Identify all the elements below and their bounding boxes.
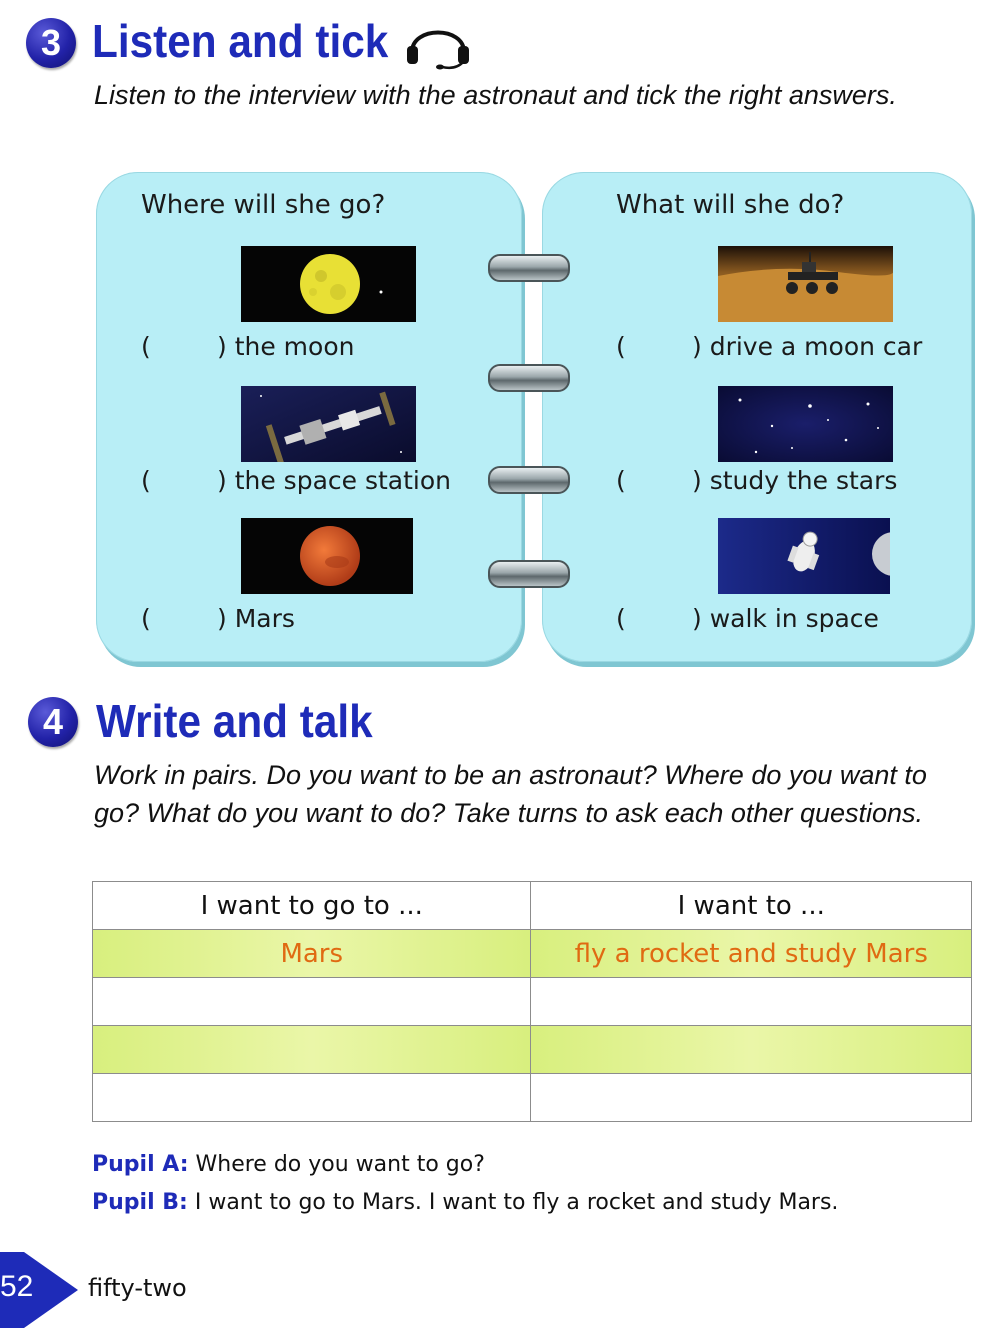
table-header-row (93, 882, 972, 930)
moon-picture (241, 246, 416, 322)
table-cell[interactable]: fly a rocket and study Mars (531, 930, 972, 978)
section-4-number: 4 (28, 697, 78, 747)
option-label: ) study the stars (692, 466, 898, 495)
table-cell[interactable] (531, 1074, 972, 1122)
table-cell[interactable] (531, 978, 972, 1026)
tick-box-open-paren: ( (141, 332, 151, 361)
tick-box-open-paren: ( (616, 466, 626, 495)
table-row (93, 978, 972, 1026)
table-row (93, 930, 972, 978)
table-row (93, 1026, 972, 1074)
binder-ring (488, 364, 570, 392)
page-number: 52 (0, 1270, 34, 1303)
answer-table (92, 881, 972, 1122)
option-label: ) walk in space (692, 604, 879, 633)
table-row (93, 1074, 972, 1122)
section-4-title: Write and talk (96, 695, 373, 747)
option-label: ) Mars (217, 604, 295, 633)
tick-box-open-paren: ( (616, 332, 626, 361)
dialog-text: I want to go to Mars. I want to fly a rocket and study Mars. (194, 1190, 839, 1215)
section-3-instruction: Listen to the interview with the astronaut and tick the right answers. (94, 80, 897, 110)
table-cell[interactable] (93, 1026, 531, 1074)
table-cell[interactable] (93, 978, 531, 1026)
binder-ring (488, 466, 570, 494)
moon-car-picture (718, 246, 893, 322)
table-header-want-to: I want to ... (531, 882, 972, 930)
option-label: ) the space station (217, 466, 451, 495)
space-station-picture (241, 386, 416, 462)
option-label: ) the moon (217, 332, 355, 361)
tick-box-open-paren: ( (616, 604, 626, 633)
right-panel-question: What will she do? (616, 190, 845, 220)
left-panel-question: Where will she go? (141, 190, 386, 220)
spacewalk-picture (718, 518, 890, 594)
stars-picture (718, 386, 893, 462)
section-3-title: Listen and tick (92, 15, 389, 67)
section-3-number: 3 (26, 18, 76, 68)
table-cell[interactable]: Mars (93, 930, 531, 978)
dialog-line-b (92, 1190, 838, 1215)
table-cell[interactable] (531, 1026, 972, 1074)
tick-box-open-paren: ( (141, 466, 151, 495)
section-4-instruction: Work in pairs. Do you want to be an astronaut? Where do you want to go? What do you want to do? Take turns to ask each other questions. (94, 760, 927, 828)
dialog-text: Where do you want to go? (195, 1152, 485, 1177)
table-header-go-to: I want to go to ... (93, 882, 531, 930)
mars-picture (241, 518, 413, 594)
page-number-word: fifty-two (88, 1274, 187, 1302)
table-cell[interactable] (93, 1074, 531, 1122)
tick-box-open-paren: ( (141, 604, 151, 633)
dialog-line-a (92, 1152, 485, 1177)
binder-ring (488, 560, 570, 588)
speaker-label: Pupil B: (92, 1190, 188, 1215)
speaker-label: Pupil A: (92, 1152, 189, 1177)
binder-ring (488, 254, 570, 282)
option-label: ) drive a moon car (692, 332, 923, 361)
headphones-icon (404, 18, 472, 70)
